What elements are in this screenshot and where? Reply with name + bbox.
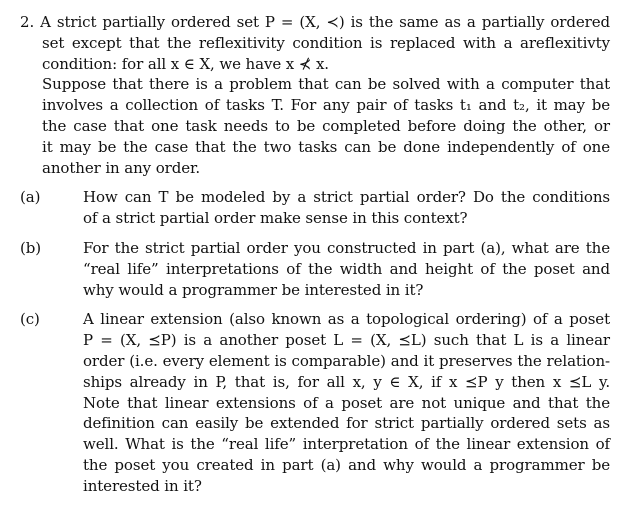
problem-number: 2.	[20, 13, 35, 31]
part-a-line: How can T be modeled by a strict partial order? Do the conditions	[83, 188, 610, 207]
part-c-line: ships already in P, that is, for all x, y ∈ X, if x ⪯P y then x ⪯L y.	[83, 372, 610, 391]
part-c-label: (c)	[20, 310, 40, 329]
problem-2	[20, 12, 610, 497]
part-b	[20, 238, 610, 300]
part-c-line: definition can easily be extended for strict partially ordered sets as	[83, 414, 610, 433]
part-b-line: “real life” interpretations of the width and height of the poset and	[83, 259, 610, 278]
part-c-line: Note that linear extensions of a poset are not unique and that the	[83, 393, 610, 412]
part-c-line: order (i.e. every element is comparable) and it preserves the relation-	[83, 351, 610, 370]
part-b-line: For the strict partial order you constructed in part (a), what are the	[83, 238, 610, 257]
part-a-label: (a)	[20, 188, 41, 207]
part-a-line: of a strict partial order make sense in this context?	[83, 209, 468, 228]
part-c-line: P = (X, ⪯P) is a another poset L = (X, ⪯L) such that L is a linear	[83, 331, 610, 350]
part-c-line: interested in it?	[83, 476, 202, 495]
part-c-line: the poset you created in part (a) and why would a programmer be	[83, 455, 610, 474]
intro-line-5: involves a collection of tasks T. For any pair of tasks t₁ and t₂, it may be	[42, 96, 610, 115]
part-b-line: why would a programmer be interested in it?	[83, 280, 424, 299]
intro-line-4: Suppose that there is a problem that can be solved with a computer that	[42, 75, 610, 94]
intro-line-2: set except that the reflexitivity condition is replaced with a areflexitivty	[42, 33, 610, 52]
intro-line-8: another in any order.	[42, 158, 201, 177]
part-c-line: A linear extension (also known as a topological ordering) of a poset	[83, 310, 610, 329]
intro-line-1: 2. A strict partially ordered set P = (X, ≺) is the same as a partially ordered	[20, 13, 610, 31]
intro-line-7: it may be the case that the two tasks can be done independently of one	[42, 137, 610, 156]
part-c-line: well. What is the “real life” interpretation of the linear extension of	[83, 435, 610, 454]
problem-intro	[20, 12, 610, 178]
part-c	[20, 309, 610, 496]
part-b-label: (b)	[20, 238, 42, 257]
intro-line-3: condition: for all x ∈ X, we have x ⊀ x.	[42, 54, 329, 73]
part-a	[20, 187, 610, 229]
intro-line-6: the case that one task needs to be completed before doing the other, or	[42, 116, 610, 135]
